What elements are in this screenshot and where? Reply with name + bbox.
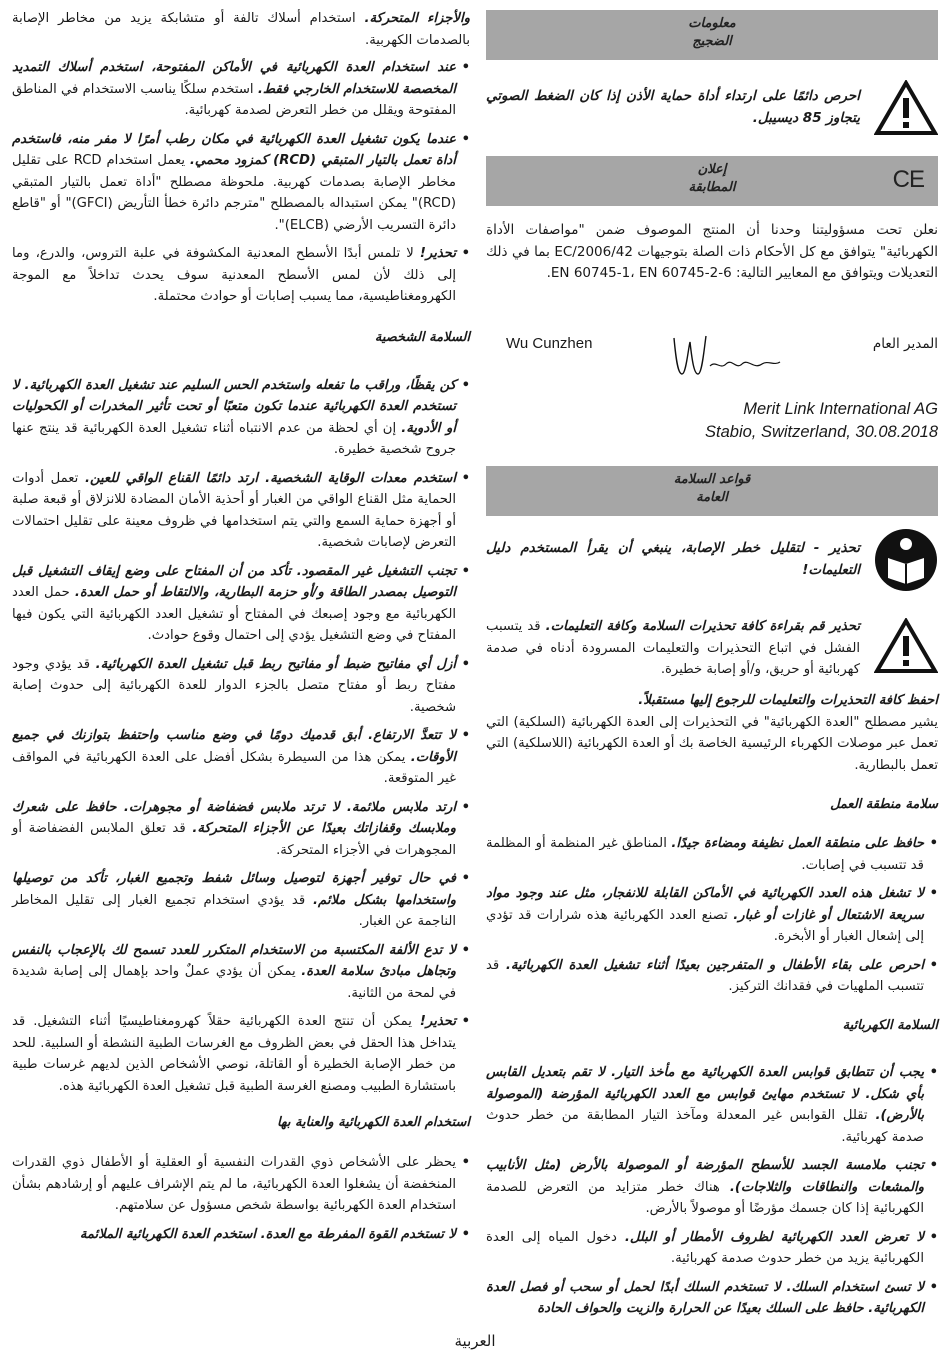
noise-warning (486, 80, 938, 140)
signatory-name: Wu Cunzhen (506, 335, 593, 352)
care-list (12, 1152, 470, 1245)
conformity-bar (486, 156, 938, 206)
left-column (12, 8, 470, 1252)
signatory-title: المدير العام (872, 336, 938, 352)
page-footer-language: العربية (454, 1332, 496, 1350)
personal-item: • استخدم معدات الوقاية الشخصية. ارتد دائمًا القناع الواقي للعين. تعمل أدوات الحماية مثل القناع الواقي من الغبار أو أحذية الأمان المضادة للانزلاق أو قبعة صلبة أو أجهزة حماية السمع والتي يتم استخدامها في ظروف معينة على تقليل احتمالات التعرض لإصابات شخصية. (12, 468, 470, 554)
work-area-item: • احرص على بقاء الأطفال و المتفرجين بعيدًا أثناء تشغيل العدة الكهربائية. قد تتسبب الملهيات في فقدانك التركيز. (486, 955, 938, 998)
electrical-item: • يجب أن تتطابق قوابس العدة الكهربائية مع مأخذ التيار. لا تقم بتعديل القابس بأي شكل. لا تستخدم مهايئ قوابس مع العدد الكهربائية المؤرضة (الموصولة بالأرض). تقلل القوابس غير المعدلة ومآخذ التيار المطابقة من خطر حدوث صدمة كهربائية. (486, 1062, 938, 1148)
personal-heading: السلامة الشخصية (374, 329, 470, 345)
read-manual-text: تحذير - لتقليل خطر الإصابة، ينبغي أن يقرأ المستخدم دليل التعليمات! (486, 540, 860, 578)
read-manual-warning (486, 528, 938, 594)
keep-lead: احفظ كافة التحذيرات والتعليمات للرجوع إليها مستقبلاً. (638, 693, 938, 708)
safety-bar-line2: العامة (696, 490, 728, 505)
read-all-text (486, 616, 860, 681)
electrical-heading: السلامة الكهربائية (842, 1018, 938, 1033)
continuation-lead: والأجزاء المتحركة. (364, 11, 470, 26)
general-safety-bar (486, 466, 938, 516)
safety-bar-line1: قواعد السلامة (673, 472, 751, 487)
signature-icon (666, 330, 786, 380)
personal-item: • تجنب التشغيل غير المقصود. تأكد من أن المفتاح على وضع إيقاف التشغيل قبل التوصيل بمصدر الطاقة و/أو حزمة البطارية، والالتقاط أو حمل العدة. حمل العدد الكهربائية مع وجود إصبعك في المفتاح أو تشغيل العدد الكهربائية التي يكون فيها المفتاح في وضع التشغيل يؤدي إلى احتمال وقوع حوادث. (12, 561, 470, 647)
electrical-list (486, 1062, 938, 1327)
conformity-bar-line2: المطابقة (688, 180, 736, 195)
personal-item: • ارتد ملابس ملائمة. لا ترتد ملابس فضفاضة أو مجوهرات. حافظ على شعرك وملابسك وقفازاتك بعيدًا عن الأجزاء المتحركة. قد تعلق الملابس الفضفاضة أو المجوهرات في الأجزاء المتحركة. (12, 797, 470, 862)
care-item: • لا تستخدم القوة المفرطة مع العدة. استخدم العدة الكهربائية الملائمة (12, 1224, 470, 1246)
electrical-item: • تحذير! لا تلمس أبدًا الأسطح المعدنية المكشوفة في علبة التروس، والدرع، وما إلى ذلك لأن لمس الأسطح المعدنية سوف يحدث تداخلاً مع الموجة الكهرومغناطيسية، مما يسبب إصابات أو حوادث محتملة. (12, 243, 470, 308)
personal-item: • لا تتعدَّ الارتفاع. أبق قدميك دومًا في وضع مناسب واحتفظ بتوازنك في جميع الأوقات. يمكن هذا من السيطرة بشكل أفضل على العدة الكهربائية في المواقف غير المتوقعة. (12, 725, 470, 790)
work-area-item: • لا تشغل هذه العدد الكهربائية في الأماكن القابلة للانفجار، مثل عند وجود مواد سريعة الاشتعال أو غازات أو غبار. تصنع العدد الكهربائية هذه شرارات قد تؤدي إلى إشعال الغبار أو الأبخرة. (486, 883, 938, 948)
continuation-rest: استخدام أسلاك تالفة أو متشابكة يزيد من مخاطر الإصابة بالصدمات الكهربية. (12, 11, 470, 48)
read-all-lead: تحذير قم بقراءة كافة تحذيرات السلامة وكافة التعليمات. (545, 619, 860, 634)
conformity-bar-line1: إعلان (697, 162, 727, 177)
read-all-rest: قد يتسبب الفشل في اتباع التحذيرات والتعليمات المسرودة أدناه في صدمة كهربائية أو حريق، و/أو إصابة خطيرة. (486, 619, 860, 677)
noise-bar-line2: الضجيج (692, 34, 732, 49)
electrical-list-cont (12, 57, 470, 308)
conformity-text: نعلن تحت مسؤوليتنا وحدنا أن المنتج الموصوف ضمن "مواصفات الأداة الكهربائية" يتوافق مع كل الأحكام ذات الصلة بتوجيهات 2006/42/EC بما في ذلك التعديلات ويتوافق مع المعايير التالية: EN 60745-1، EN 60745-2-6. (486, 222, 938, 281)
noise-info-bar (486, 10, 938, 60)
work-area-list (486, 833, 938, 1005)
electrical-item: • تجنب ملامسة الجسد للأسطح المؤرضة أو الموصولة بالأرض (مثل الأنابيب والمشعات والنطاقات والثلاجات). هناك خطر متزايد من التعرض للصدمة الكهربائية إذا كان جسمك مؤرضًا أو موصولاً بالأرض. (486, 1155, 938, 1220)
electrical-item: • لا تعرض العدد الكهربائية لظروف الأمطار أو البلل. دخول المياه إلى العدة الكهربائية يزيد من خطر حدوث صدمة كهربائية. (486, 1227, 938, 1270)
signature-row (486, 330, 938, 380)
company-line2: Stabio, Switzerland, 30.08.2018 (705, 423, 938, 441)
personal-item: • كن يقظًا، وراقب ما تفعله واستخدم الحس السليم عند تشغيل العدة الكهربائية. لا تستخدم العدة الكهربائية عندما تكون متعبًا أو تحت تأثير المخدرات أو الكحوليات أو الأدوية. إن أي لحظة من عدم الانتباه أثناء تشغيل العدة الكهربائية قد ينتج عنها جروح شخصية خطيرة. (12, 375, 470, 461)
read-all-warning (486, 612, 938, 692)
keep-instructions (486, 690, 938, 776)
personal-item: • أزل أي مفاتيح ضبط أو مفاتيح ربط قبل تشغيل العدة الكهربائية. قد يؤدي وجود مفتاح ربط أو مفتاح متصل بالجزء الدوار للعدة الكهربائية إلى حدوث إصابة شخصية. (12, 654, 470, 719)
electrical-item: • لا تسئ استخدام السلك. لا تستخدم السلك أبدًا لحمل أو سحب أو فصل العدة الكهربائية. حافظ على السلك بعيدًا عن الحرارة والزيت والحواف الحادة (486, 1277, 938, 1320)
read-manual-icon (874, 528, 938, 596)
warning-triangle-icon (874, 80, 938, 140)
noise-bar-line1: معلومات (688, 16, 736, 31)
personal-item: • في حال توفير أجهزة لتوصيل وسائل شفط وتجميع الغبار، تأكد من توصيلها واستخدامها بشكل ملائم. قد يؤدي استخدام تجميع الغبار إلى تقليل المخاطر الناجمة عن الغبار. (12, 868, 470, 933)
work-area-heading: سلامة منطقة العمل (830, 797, 938, 812)
care-heading: استخدام العدة الكهربائية والعناية بها (276, 1115, 470, 1130)
electrical-item: • عندما يكون تشغيل العدة الكهربائية في مكان رطب أمرًا لا مفر منه، فاستخدم أداة تعمل بالتيار المتبقي (RCD) كمزود محمي. يعمل استخدام RCD على تقليل مخاطر الإصابة بصدمات كهربية. ملحوظة مصطلح "أداة تعمل بالتيار المتبقي (RCD)" يمكن استبداله بالمصطلح "مترجم دائرة خطأ التأريض (GFCI)" أو "قاطع دائرة التسريب الأرضي (ELCB)". (12, 129, 470, 237)
personal-item: • لا تدع الألفة المكتسبة من الاستخدام المتكرر للعدد تسمح لك بالإعجاب بالنفس وتجاهل مبادئ سلامة العدة. يمكن أن يؤدي عملٌ واحد بإهمال إلى إصابة شديدة في لمحة من الثانية. (12, 940, 470, 1005)
keep-rest: يشير مصطلح "العدة الكهربائية" في التحذيرات إلى العدة الكهربائية (السلكية) التي تعمل عبر موصلات الكهرباء الرئيسية الخاصة بك أو العدة الكهربائية (اللاسلكية) التي تعمل بالبطارية. (486, 714, 938, 773)
company-line1: Merit Link International AG (743, 400, 938, 418)
noise-warning-text: احرص دائمًا على ارتداء أداة حماية الأذن إذا كان الضغط الصوتي يتجاوز 85 ديسيبل. (486, 88, 860, 126)
personal-list (12, 375, 470, 1098)
personal-item: • تحذير! يمكن أن تنتج العدة الكهربائية حقلاً كهرومغناطيسيًا أثناء التشغيل. قد يتداخل هذا الحقل في بعض الظروف مع الغرسات الطبية النشطة أو السلبية. للحد من خطر الإصابة الخطيرة أو القاتلة، نوصي الأشخاص الذين لديهم غرسات طبية باستشارة الطبيب ومصنع الغرسة الطبية قبل تشغيل العدة الكهربائية هذه. (12, 1011, 470, 1097)
work-area-item: • حافظ على منطقة العمل نظيفة ومضاءة جيدًا. المناطق غير المنظمة أو المظلمة قد تتسبب في إصابات. (486, 833, 938, 876)
warning-triangle-icon-2 (874, 618, 938, 678)
care-item: • يحظر على الأشخاص ذوي القدرات النفسية أو العقلية أو الأطفال ذوي القدرات المنخفضة أن يشغلوا العدة الكهربائية، ما لم يتم الإشراف عليهم أو إرشادهم بشأن استخدام العدة الكهربائية بواسطة شخص مسؤول عن سلامتهم. (12, 1152, 470, 1217)
ce-mark-icon: CE (892, 166, 924, 193)
cord-continuation (12, 8, 470, 51)
electrical-item: • عند استخدام العدة الكهربائية في الأماكن المفتوحة، استخدم أسلاك التمديد المخصصة للاستخدام الخارجي فقط. استخدم سلكًا يناسب الاستخدام في المناطق المفتوحة ويقلل من خطر التعرض لصدمة كهربائية. (12, 57, 470, 122)
company-block (486, 398, 938, 444)
